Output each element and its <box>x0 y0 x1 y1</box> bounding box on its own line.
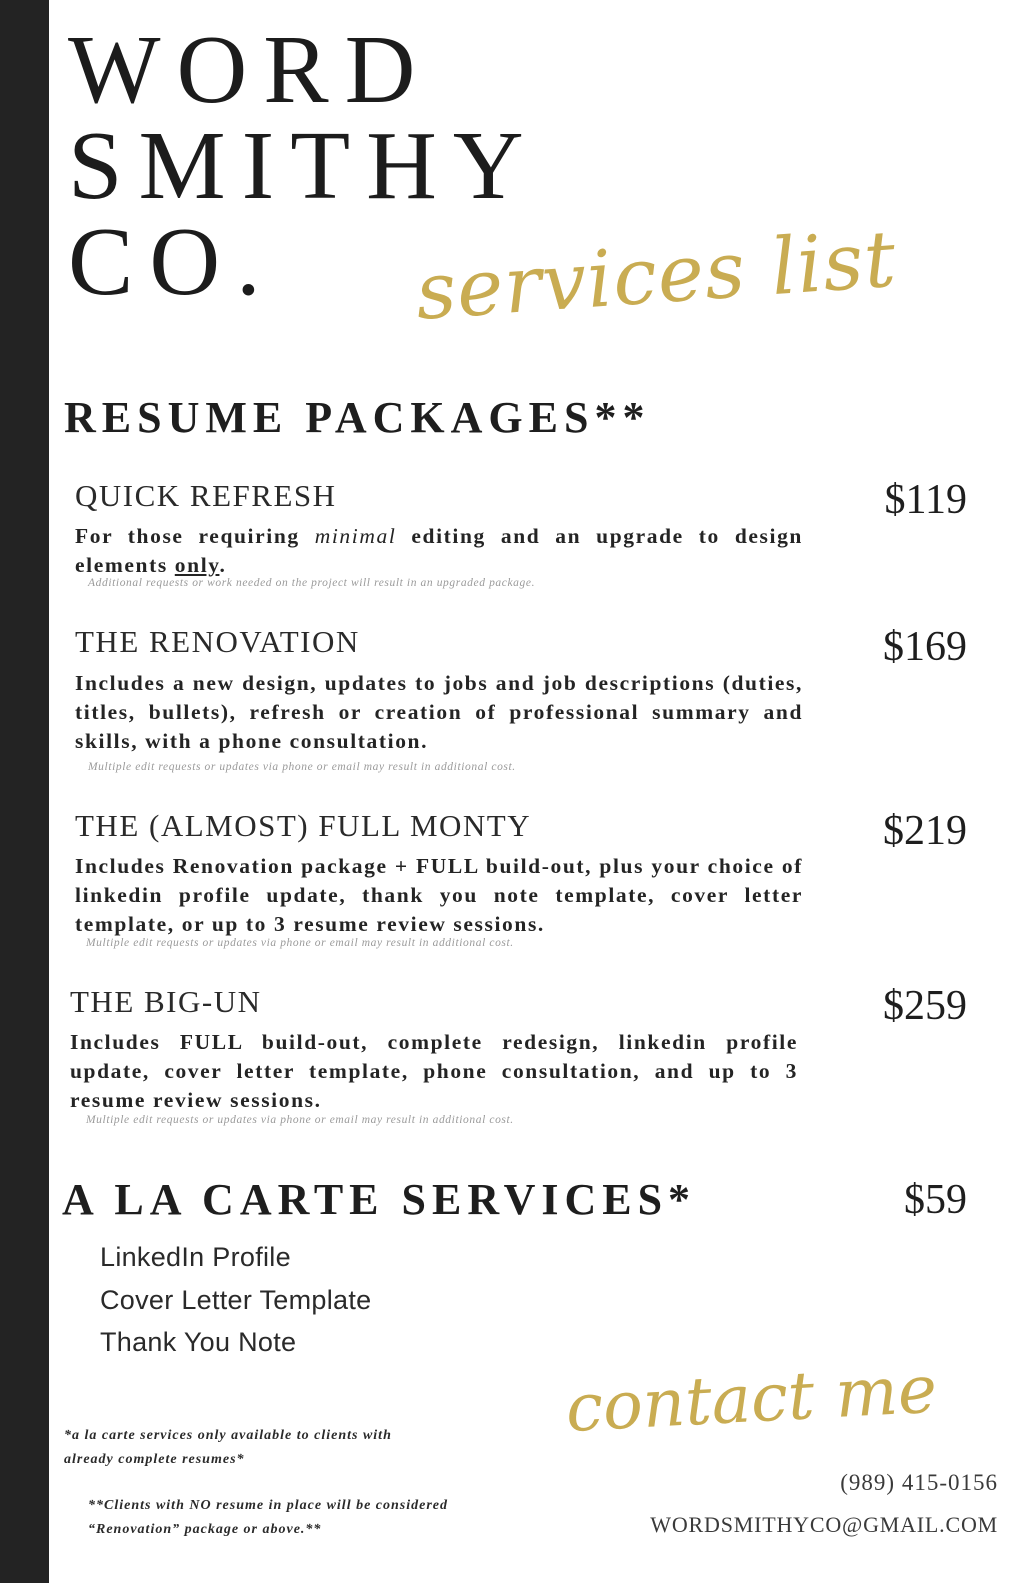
brand-line-2: SMITHY <box>68 112 540 220</box>
contact-me-script: contact me <box>563 1350 939 1447</box>
brand-line-3: CO. <box>68 208 277 316</box>
package-title-quick-refresh: QUICK REFRESH <box>75 478 337 513</box>
brand-line-1: WORD <box>68 16 432 124</box>
desc-text: For those requiring <box>75 524 315 548</box>
package-note-full-monty: Multiple edit requests or updates via phone or email may result in additional cost. <box>86 937 514 949</box>
package-note-big-un: Multiple edit requests or updates via phone or email may result in additional cost. <box>86 1114 514 1126</box>
services-list-script: services list <box>412 214 900 338</box>
contact-email[interactable]: WORDSMITHYCO@GMAIL.COM <box>650 1512 998 1537</box>
alacarte-item: Thank You Note <box>100 1327 297 1357</box>
package-price-big-un: $259 <box>883 983 967 1029</box>
package-price-quick-refresh: $119 <box>884 477 967 523</box>
package-price-renovation: $169 <box>883 624 967 670</box>
left-side-bar <box>0 0 49 1583</box>
footnote-renovation: **Clients with NO resume in place will be considered “Renovation” package or above.** <box>88 1498 449 1537</box>
desc-text: . <box>219 553 227 577</box>
alacarte-heading: A LA CARTE SERVICES* <box>62 1175 697 1224</box>
desc-underline: only <box>174 553 220 577</box>
package-price-full-monty: $219 <box>883 808 967 854</box>
package-title-big-un: THE BIG-UN <box>70 984 262 1019</box>
alacarte-list <box>100 1236 371 1364</box>
package-note-quick-refresh: Additional requests or work needed on the project will result in an upgraded package. <box>88 577 536 589</box>
footnote-alacarte: *a la carte services only available to clients with already complete resumes* <box>64 1428 392 1467</box>
alacarte-item: LinkedIn Profile <box>100 1242 291 1272</box>
contact-phone[interactable]: (989) 415-0156 <box>840 1470 998 1495</box>
package-desc-renovation: Includes a new design, updates to jobs and job descriptions (duties, titles, bullets), refresh or creation of professional summary and skills, with a phone consultation. <box>75 671 803 753</box>
alacarte-item: Cover Letter Template <box>100 1284 372 1315</box>
package-desc-quick-refresh <box>75 522 803 580</box>
package-note-renovation: Multiple edit requests or updates via phone or email may result in additional cost. <box>88 761 516 773</box>
package-title-renovation: THE RENOVATION <box>75 624 360 659</box>
alacarte-price: $59 <box>904 1177 967 1223</box>
resume-packages-heading: RESUME PACKAGES** <box>64 393 651 442</box>
package-desc-full-monty: Includes Renovation package + FULL build-out, plus your choice of linkedin profile update, thank you note template, cover letter template, or up to 3 resume review sessions. <box>75 854 803 936</box>
package-title-full-monty: THE (ALMOST) FULL MONTY <box>75 808 532 843</box>
desc-emphasis: minimal <box>314 524 397 548</box>
package-desc-big-un: Includes FULL build-out, complete redesign, linkedin profile update, cover letter template, phone consultation, and up to 3 resume review sessions. <box>70 1030 798 1112</box>
desc-text: editing and an upgrade to design elements <box>75 524 803 577</box>
